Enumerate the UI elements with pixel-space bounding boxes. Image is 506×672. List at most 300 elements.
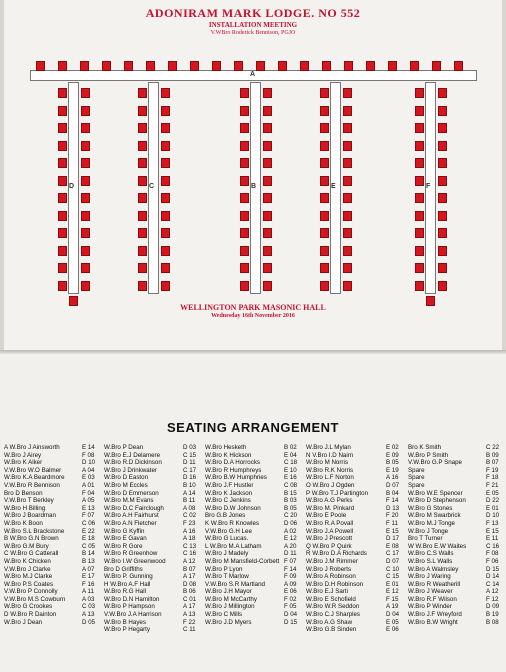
table-letter: A xyxy=(250,71,256,78)
seat xyxy=(438,211,447,221)
seat xyxy=(58,211,67,221)
seat-number: E 15 xyxy=(386,527,399,535)
seat xyxy=(454,61,463,71)
seating-row xyxy=(4,505,100,513)
guest-name: W.Bro A.G Shaw xyxy=(306,618,353,626)
seating-row xyxy=(205,459,302,467)
seating-row xyxy=(205,482,302,490)
guest-name: W.Bro A Walmsley xyxy=(408,565,459,573)
seating-row xyxy=(104,550,201,558)
seat-number: A 18 xyxy=(183,535,196,543)
seating-row xyxy=(104,535,201,543)
seat-number: A 14 xyxy=(183,489,196,497)
seating-row xyxy=(104,581,201,589)
seat xyxy=(320,106,329,116)
seat-number: C 08 xyxy=(284,481,298,489)
seat xyxy=(438,106,447,116)
seat xyxy=(36,61,45,71)
guest-name: W.Bro R Gore xyxy=(104,542,143,550)
seat xyxy=(320,193,329,203)
seat xyxy=(138,263,147,273)
seat xyxy=(263,228,272,238)
guest-name: W.Bro M McCarthy xyxy=(205,595,257,603)
seat-number: F 13 xyxy=(486,519,499,527)
seat-number: B 03 xyxy=(284,497,297,505)
seat-number: B 13 xyxy=(82,557,95,565)
seat xyxy=(320,158,329,168)
guest-name: W.Bro K Hickson xyxy=(205,451,252,459)
seat xyxy=(240,246,249,256)
guest-name: W.Bro A.N Fletcher xyxy=(104,519,157,527)
seat-number: E 14 xyxy=(82,444,95,451)
seating-row xyxy=(104,467,201,475)
guest-name: W.Bro M Norris xyxy=(306,459,348,467)
seating-row xyxy=(205,603,302,611)
seat xyxy=(415,123,424,133)
seat xyxy=(161,228,170,238)
guest-name: Q W.Bro P Quirk xyxy=(306,542,352,550)
seating-row xyxy=(4,573,100,581)
guest-name: Spare xyxy=(408,466,425,474)
guest-name: D W.Bro R Dainton xyxy=(4,611,57,619)
guest-name: W.Bro E.J Sarti xyxy=(306,588,348,596)
seat xyxy=(263,88,272,98)
seat-number: E 03 xyxy=(82,474,95,482)
seat xyxy=(161,123,170,133)
seat-number: D 08 xyxy=(183,580,197,588)
guest-name: W.Bro C.S Walls xyxy=(408,550,454,558)
seating-row xyxy=(306,573,404,581)
guest-name: W.Bro D Emmerson xyxy=(104,489,159,497)
seating-row xyxy=(4,490,100,498)
guest-name: W.Bro A.H Fairhurst xyxy=(104,512,159,520)
seat xyxy=(58,193,67,203)
seat-number: E 10 xyxy=(284,466,297,474)
seating-row xyxy=(306,490,404,498)
seating-row xyxy=(205,596,302,604)
seat-number: E 18 xyxy=(82,535,95,543)
seat xyxy=(438,123,447,133)
seating-row xyxy=(205,452,302,460)
seating-row xyxy=(306,459,404,467)
seat xyxy=(80,61,89,71)
seat xyxy=(320,211,329,221)
seat xyxy=(190,61,199,71)
seat xyxy=(102,61,111,71)
seat xyxy=(320,176,329,186)
guest-name: W.Bro E.J Delamere xyxy=(104,451,161,459)
seat xyxy=(81,158,90,168)
seat-number: F 04 xyxy=(82,489,95,497)
seating-row xyxy=(4,497,100,505)
seat-number: D 10 xyxy=(486,512,500,520)
seating-row xyxy=(205,550,302,558)
seat xyxy=(410,61,419,71)
guest-name: W.Bro R.A Povall xyxy=(306,519,354,527)
guest-name: W.Bro G.M Bury xyxy=(4,542,49,550)
guest-name: C W.Bro G Catterall xyxy=(4,550,59,558)
guest-name: W.Bro P. Gunning xyxy=(104,573,153,581)
seat xyxy=(415,228,424,238)
seating-row xyxy=(408,505,504,513)
seating-row xyxy=(4,611,100,619)
guest-name: W.Bro J Weaver xyxy=(408,588,453,596)
seat xyxy=(320,246,329,256)
seating-row xyxy=(104,566,201,574)
seating-row xyxy=(408,482,504,490)
list-column xyxy=(104,444,201,634)
seat-number: A 07 xyxy=(82,565,95,573)
seating-row xyxy=(306,619,404,627)
seat xyxy=(138,176,147,186)
seat xyxy=(322,61,331,71)
seat xyxy=(58,123,67,133)
seat-number: D 10 xyxy=(82,459,96,467)
guest-name: V.W.Bro P Connolly xyxy=(4,588,58,596)
seat-number: B 05 xyxy=(386,459,399,467)
table-letter: E xyxy=(331,183,336,190)
seating-row xyxy=(205,581,302,589)
seating-row xyxy=(104,474,201,482)
seat-number: C 05 xyxy=(82,542,96,550)
guest-name: W.Bro G Crookes xyxy=(4,603,53,611)
guest-name: W.Bro C Jenkins xyxy=(205,497,251,505)
seating-row xyxy=(4,558,100,566)
guest-name: W.Bro G Kyffin xyxy=(104,527,145,535)
seat xyxy=(161,193,170,203)
guest-name: W.Bro J.M Rimmer xyxy=(306,557,358,565)
seating-row xyxy=(408,535,504,543)
seat xyxy=(161,141,170,151)
guest-name: V.W.Bro M.S Cowburn xyxy=(4,595,66,603)
seat xyxy=(161,246,170,256)
seating-row xyxy=(205,543,302,551)
guest-name: W.Bro J.F Hustler xyxy=(205,481,254,489)
seating-row xyxy=(205,474,302,482)
seating-row xyxy=(205,528,302,536)
seat-number: E 19 xyxy=(386,466,399,474)
seating-row xyxy=(104,497,201,505)
seat-number: F 23 xyxy=(183,519,196,527)
meeting-title: INSTALLATION MEETING xyxy=(208,21,298,29)
guest-name: W.Bro W.R Seddon xyxy=(306,603,360,611)
seating-row xyxy=(205,588,302,596)
guest-name: W.Bro M.J Clarke xyxy=(4,573,53,581)
seat xyxy=(415,88,424,98)
table-letter: D xyxy=(69,183,75,190)
seating-row xyxy=(4,528,100,536)
seat-number: C 17 xyxy=(183,466,197,474)
seating-row xyxy=(104,573,201,581)
seat xyxy=(240,106,249,116)
seat xyxy=(58,281,67,291)
seating-row xyxy=(306,543,404,551)
seat-number: D 17 xyxy=(386,535,400,543)
seat-number: F 15 xyxy=(386,595,399,603)
seat xyxy=(58,158,67,168)
seating-row xyxy=(306,566,404,574)
seating-row xyxy=(4,543,100,551)
seat-number: A 03 xyxy=(82,595,95,603)
seat xyxy=(161,106,170,116)
seat xyxy=(263,193,272,203)
seat xyxy=(240,158,249,168)
seat xyxy=(415,211,424,221)
seat-number: F 06 xyxy=(486,557,499,565)
seat xyxy=(81,193,90,203)
seating-arrangement-title: SEATING ARRANGEMENT xyxy=(167,420,339,435)
seat xyxy=(343,228,352,238)
seat xyxy=(415,193,424,203)
seat xyxy=(263,211,272,221)
guest-name: W.Bro S.L Brackstone xyxy=(4,527,65,535)
guest-name: V.W.Bro T Berkley xyxy=(4,497,54,505)
table-letter: F xyxy=(426,183,431,190)
seat xyxy=(138,158,147,168)
seat-number: A 16 xyxy=(386,474,399,482)
seating-row xyxy=(408,452,504,460)
guest-name: W.Bro E Gavan xyxy=(104,535,147,543)
seating-row xyxy=(104,603,201,611)
seating-row xyxy=(306,626,404,634)
seat-number: C 01 xyxy=(183,595,197,603)
guest-name: V.W.Bro J.A Harrison xyxy=(104,611,162,619)
guest-name: V.W.Bro S.R Martland xyxy=(205,580,265,588)
guest-name: R W.Bro D.A Richards xyxy=(306,550,367,558)
seating-row xyxy=(306,581,404,589)
seat xyxy=(58,263,67,273)
seating-row xyxy=(408,581,504,589)
seat-number: F 11 xyxy=(386,519,398,527)
seat-number: B 15 xyxy=(284,489,297,497)
seating-row xyxy=(306,535,404,543)
seat-number: D 03 xyxy=(183,444,197,451)
guest-name: W.Bro E Poole xyxy=(306,512,347,520)
guest-name: W.Bro R.K Norris xyxy=(306,466,354,474)
seat-number: A 05 xyxy=(82,497,95,505)
guest-name: W.Bro M Swarbrick xyxy=(408,512,461,520)
seating-row xyxy=(4,452,100,460)
seat-number: D 22 xyxy=(486,497,500,505)
seat-number: D 04 xyxy=(284,611,298,619)
guest-name: W.Bro I.W Greenwood xyxy=(104,557,166,565)
seat-number: A 11 xyxy=(82,588,94,596)
seating-row xyxy=(408,573,504,581)
seat-number: F 12 xyxy=(486,595,499,603)
seat xyxy=(438,281,447,291)
seating-row xyxy=(4,535,100,543)
seating-row xyxy=(104,611,201,619)
seat-number: C 15 xyxy=(183,451,197,459)
guest-name: W.Bro J Drinkwater xyxy=(104,466,157,474)
seat xyxy=(81,123,90,133)
table-letter: B xyxy=(251,183,257,190)
seat xyxy=(415,158,424,168)
seat xyxy=(366,61,375,71)
seat-number: A 17 xyxy=(183,573,196,581)
seating-row xyxy=(104,490,201,498)
seat xyxy=(263,246,272,256)
guest-name: W.Bro J Dean xyxy=(4,618,43,626)
seat-number: F 07 xyxy=(82,512,95,520)
seating-row xyxy=(205,619,302,627)
seat xyxy=(81,176,90,186)
seat-number: F 16 xyxy=(82,580,95,588)
seating-row xyxy=(4,467,100,475)
seat xyxy=(415,106,424,116)
guest-name: W.Bro A Robinson xyxy=(306,573,356,581)
seat xyxy=(138,141,147,151)
seat xyxy=(432,61,441,71)
guest-name: W.Bro M. Pinkard xyxy=(306,504,355,512)
seat xyxy=(240,123,249,133)
seating-row xyxy=(306,588,404,596)
seat xyxy=(438,141,447,151)
seat xyxy=(81,211,90,221)
seating-row xyxy=(408,603,504,611)
seating-row xyxy=(306,452,404,460)
seat-number: B 07 xyxy=(183,565,196,573)
list-column xyxy=(306,444,404,634)
guest-name: A W.Bro J Ainsworth xyxy=(4,444,60,451)
seat xyxy=(81,88,90,98)
seat-number: E 08 xyxy=(386,542,399,550)
seating-row xyxy=(4,512,100,520)
guest-name: W.Bro D Easton xyxy=(104,474,149,482)
guest-name: W.Bro G Stones xyxy=(408,504,453,512)
seat-number: D 11 xyxy=(284,550,297,558)
guest-name: V.W.Bro G.P Snape xyxy=(408,459,462,467)
seat-number: E 11 xyxy=(486,535,499,543)
guest-name: V.W.Bro R Bennison xyxy=(4,481,60,489)
seat xyxy=(81,228,90,238)
guest-name: N V.Bro I.D Nairn xyxy=(306,451,354,459)
seat-number: F 05 xyxy=(284,603,297,611)
lodge-title: ADONIRAM MARK LODGE. NO 552 xyxy=(145,6,361,20)
seating-row xyxy=(104,505,201,513)
guest-name: Bro K Smith xyxy=(408,444,442,451)
seat-number: D 09 xyxy=(486,603,500,611)
seat xyxy=(438,263,447,273)
seat xyxy=(438,88,447,98)
seat xyxy=(263,106,272,116)
seat-number: D 07 xyxy=(386,481,400,489)
seat xyxy=(81,281,90,291)
guest-name: B W.Bro G.N Brown xyxy=(4,535,59,543)
seat-number: C 18 xyxy=(284,459,298,467)
guest-name: V.W.Bro W.O Balmer xyxy=(4,466,62,474)
guest-name: W.Bro H Billing xyxy=(4,504,46,512)
seat xyxy=(240,88,249,98)
guest-name: Bro T Turner xyxy=(408,535,443,543)
guest-name: W.Bro R.G Hall xyxy=(104,588,146,596)
guest-name: W.Bro A.G Perks xyxy=(306,497,353,505)
guest-name: W.Bro J Millington xyxy=(205,603,255,611)
seat xyxy=(58,141,67,151)
seat-number: F 19 xyxy=(486,466,499,474)
guest-name: W.Bro K Alker xyxy=(4,459,43,467)
seat-number: D 06 xyxy=(284,519,298,527)
seat-number: F 14 xyxy=(386,497,399,505)
seating-row xyxy=(4,482,100,490)
guest-name: W.Bro J Tonge xyxy=(408,527,449,535)
guest-name: W.Bro J Prescott xyxy=(306,535,353,543)
seat-number: E 09 xyxy=(386,451,399,459)
seating-row xyxy=(306,467,404,475)
seat xyxy=(320,88,329,98)
seating-row xyxy=(408,543,504,551)
guest-name: W.Bro J.H Mayor xyxy=(205,588,252,596)
seat xyxy=(168,61,177,71)
seat-number: F 08 xyxy=(486,550,499,558)
seat-number: C 20 xyxy=(284,512,298,520)
seating-row xyxy=(306,611,404,619)
guest-name: W.Bro P Hampson xyxy=(104,603,155,611)
seating-row xyxy=(306,550,404,558)
seat-number: F 20 xyxy=(386,512,399,520)
guest-name: W.Bro C Mills xyxy=(205,611,243,619)
seat-number: C 02 xyxy=(183,512,197,520)
seat xyxy=(234,61,243,71)
seating-row xyxy=(306,596,404,604)
seating-row xyxy=(408,520,504,528)
seating-row xyxy=(408,467,504,475)
seat xyxy=(343,211,352,221)
seat xyxy=(58,228,67,238)
seat xyxy=(138,246,147,256)
seat xyxy=(438,193,447,203)
seating-row xyxy=(104,512,201,520)
seating-row xyxy=(306,528,404,536)
seating-row xyxy=(306,512,404,520)
seating-row xyxy=(104,528,201,536)
seating-row xyxy=(104,444,201,452)
list-column xyxy=(205,444,302,626)
seat-number: E 17 xyxy=(82,573,95,581)
seating-row xyxy=(205,520,302,528)
seating-row xyxy=(104,520,201,528)
seating-row xyxy=(4,520,100,528)
seat-number: F 21 xyxy=(486,481,499,489)
seat xyxy=(438,158,447,168)
seating-row xyxy=(205,444,302,452)
guest-name: L W.Bro M.A Latham xyxy=(205,542,262,550)
seat-number: C 16 xyxy=(183,550,197,558)
seat xyxy=(438,176,447,186)
seat-number: C 22 xyxy=(486,444,500,451)
guest-name: Spare xyxy=(408,481,425,489)
guest-name: W.Bro D.N Hamilton xyxy=(104,595,160,603)
seat-number: E 01 xyxy=(386,580,399,588)
seat xyxy=(344,61,353,71)
seat-number: E 12 xyxy=(284,535,297,543)
seat xyxy=(415,176,424,186)
seat-number: F 02 xyxy=(284,595,297,603)
seat xyxy=(81,106,90,116)
guest-name: W.Bro K.A Beardmore xyxy=(4,474,65,482)
guest-name: W.Bro Hesketh xyxy=(205,444,247,451)
guest-name: W.Bro P.S Coates xyxy=(4,580,54,588)
guest-name: W.Bro J.F Wreyford xyxy=(408,611,462,619)
guest-name: W.Bro J Waring xyxy=(408,573,451,581)
seating-row xyxy=(408,474,504,482)
seat-number: A 08 xyxy=(183,504,196,512)
seat xyxy=(263,176,272,186)
seating-row xyxy=(104,626,201,634)
seat-number: C 15 xyxy=(386,573,400,581)
seat xyxy=(263,158,272,168)
seat xyxy=(161,211,170,221)
